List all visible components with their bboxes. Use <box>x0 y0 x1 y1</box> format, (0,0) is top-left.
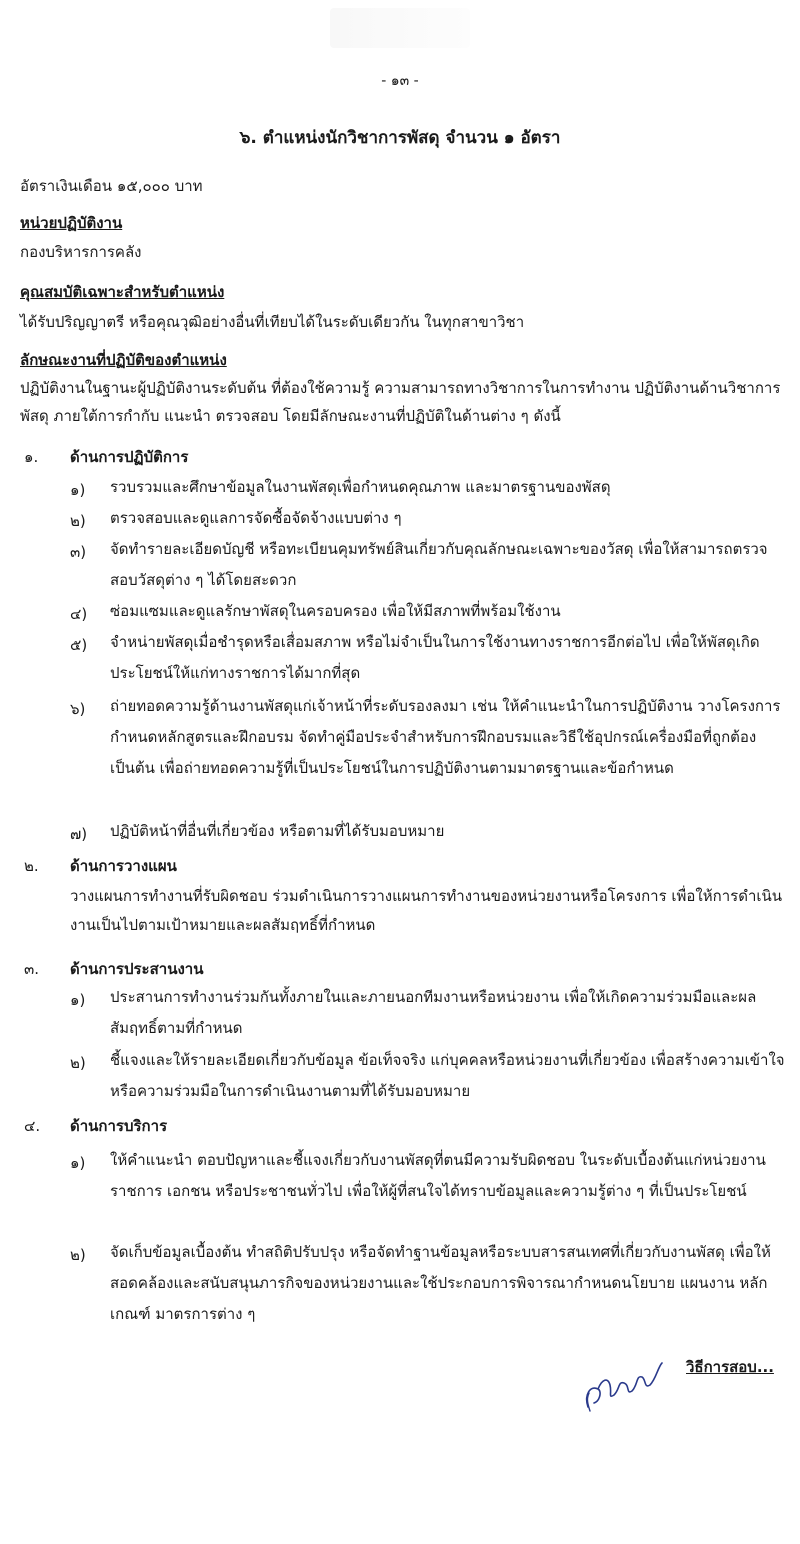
item-number: ๑) <box>70 481 86 499</box>
salary-line: อัตราเงินเดือน ๑๕,๐๐๐ บาท <box>20 177 203 195</box>
list-item: รวบรวมและศึกษาข้อมูลในงานพัสดุเพื่อกำหนดคุณภาพ และมาตรฐานของพัสดุ <box>110 478 611 496</box>
unit-value: กองบริหารการคลัง <box>20 243 142 261</box>
duty-heading: ลักษณะงานที่ปฏิบัติของตำแหน่ง <box>20 351 227 369</box>
section-number: ๒. <box>24 857 39 875</box>
item-number: ๑) <box>70 1154 86 1172</box>
section-title: ด้านการประสานงาน <box>70 960 204 978</box>
position-title: ๖. ตำแหน่งนักวิชาการพัสดุ จำนวน ๑ อัตรา <box>239 128 561 148</box>
item-number: ๑) <box>70 991 86 1009</box>
list-item: ประสานการทำงานร่วมกันทั้งภายในและภายนอกทีมงานหรือหน่วยงาน เพื่อให้เกิดความร่วมมือและผลสัมฤทธิ์ตามที่กำหนด <box>110 988 757 1037</box>
list-item: จำหน่ายพัสดุเมื่อชำรุดหรือเสื่อมสภาพ หรือไม่จำเป็นในการใช้งานทางราชการอีกต่อไป เพื่อให้พัสดุเกิดประโยชน์ให้แก่ทางราชการได้มากที่สุด <box>110 633 760 682</box>
section-title: ด้านการบริการ <box>70 1117 168 1135</box>
item-number: ๗) <box>70 825 88 843</box>
item-number: ๓) <box>70 543 87 561</box>
handwritten-signature <box>580 1355 666 1415</box>
item-number: ๒) <box>70 512 86 530</box>
unit-heading: หน่วยปฏิบัติงาน <box>20 214 123 232</box>
list-item: ถ่ายทอดความรู้ด้านงานพัสดุแก่เจ้าหน้าที่ระดับรองลงมา เช่น ให้คำแนะนำในการปฏิบัติงาน วางโครงการ กำหนดหลักสูตรและฝึกอบรม จัดทำคู่มือประจำสำหรับการฝึกอบรมและวิธีใช้อุปกรณ์เครื่องมือที่ถูกต้อง เป็นต้น เพื่อถ่ายทอดความรู้ที่เป็นประโยชน์ในการปฏิบัติงานตามมาตรฐานและข้อกำหนด <box>110 697 781 777</box>
list-item: ซ่อมแซมและดูแลรักษาพัสดุในครอบครอง เพื่อให้มีสภาพที่พร้อมใช้งาน <box>110 602 561 620</box>
section-title: ด้านการปฏิบัติการ <box>70 448 189 466</box>
list-item: ตรวจสอบและดูแลการจัดซื้อจัดจ้างแบบต่าง ๆ <box>110 509 402 527</box>
section-number: ๑. <box>24 448 39 466</box>
section-title: ด้านการวางแผน <box>70 857 177 875</box>
section-body: วางแผนการทำงานที่รับผิดชอบ ร่วมดำเนินการวางแผนการทำงานของหน่วยงานหรือโครงการ เพื่อให้การดำเนินงานเป็นไปตามเป้าหมายและผลสัมฤทธิ์ที่กำหนด <box>70 887 783 934</box>
qualification-value: ได้รับปริญญาตรี หรือคุณวุฒิอย่างอื่นที่เทียบได้ในระดับเดียวกัน ในทุกสาขาวิชา <box>20 313 525 331</box>
list-item: ให้คำแนะนำ ตอบปัญหาและชี้แจงเกี่ยวกับงานพัสดุที่ตนมีความรับผิดชอบ ในระดับเบื้องต้นแก่หน่วยงานราชการ เอกชน หรือประชาชนทั่วไป เพื่อให้ผู้ที่สนใจได้ทราบข้อมูลและความรู้ต่าง ๆ ที่เป็นประโยชน์ <box>110 1151 766 1200</box>
item-number: ๔) <box>70 605 88 623</box>
list-item: จัดทำรายละเอียดบัญชี หรือทะเบียนคุมทรัพย์สินเกี่ยวกับคุณลักษณะเฉพาะของวัสดุ เพื่อให้สามารถตรวจสอบวัสดุต่าง ๆ ได้โดยสะดวก <box>110 540 768 589</box>
page-number: - ๑๓ - <box>381 73 419 89</box>
item-number: ๖) <box>70 700 86 718</box>
item-number: ๕) <box>70 636 88 654</box>
list-item: จัดเก็บข้อมูลเบื้องต้น ทำสถิติปรับปรุง หรือจัดทำฐานข้อมูลหรือระบบสารสนเทศที่เกี่ยวกับงานพัสดุ เพื่อให้สอดคล้องและสนับสนุนภารกิจของหน่วยงานและใช้ประกอบการพิจารณากำหนดนโยบาย แผนงาน หลักเกณฑ์ มาตรการต่าง ๆ <box>110 1243 771 1323</box>
item-number: ๒) <box>70 1054 86 1072</box>
item-number: ๒) <box>70 1246 86 1264</box>
continuation-link: วิธีการสอบ... <box>686 1358 774 1376</box>
duty-intro: ปฏิบัติงานในฐานะผู้ปฏิบัติงานระดับต้น ที่ต้องใช้ความรู้ ความสามารถทางวิชาการในการทำงาน ปฏิบัติงานด้านวิชาการพัสดุ ภายใต้การกำกับ แนะนำ ตรวจสอบ โดยมีลักษณะงานที่ปฏิบัติในด้านต่าง ๆ ดังนี้ <box>20 379 781 425</box>
faint-letterhead <box>330 8 470 48</box>
section-number: ๔. <box>24 1117 41 1135</box>
section-number: ๓. <box>24 960 40 978</box>
list-item: ชี้แจงและให้รายละเอียดเกี่ยวกับข้อมูล ข้อเท็จจริง แก่บุคคลหรือหน่วยงานที่เกี่ยวข้อง เพื่อสร้างความเข้าใจหรือความร่วมมือในการดำเนินงานตามที่ได้รับมอบหมาย <box>110 1051 785 1100</box>
list-item: ปฏิบัติหน้าที่อื่นที่เกี่ยวข้อง หรือตามที่ได้รับมอบหมาย <box>110 822 445 840</box>
qualification-heading: คุณสมบัติเฉพาะสำหรับตำแหน่ง <box>20 283 225 301</box>
